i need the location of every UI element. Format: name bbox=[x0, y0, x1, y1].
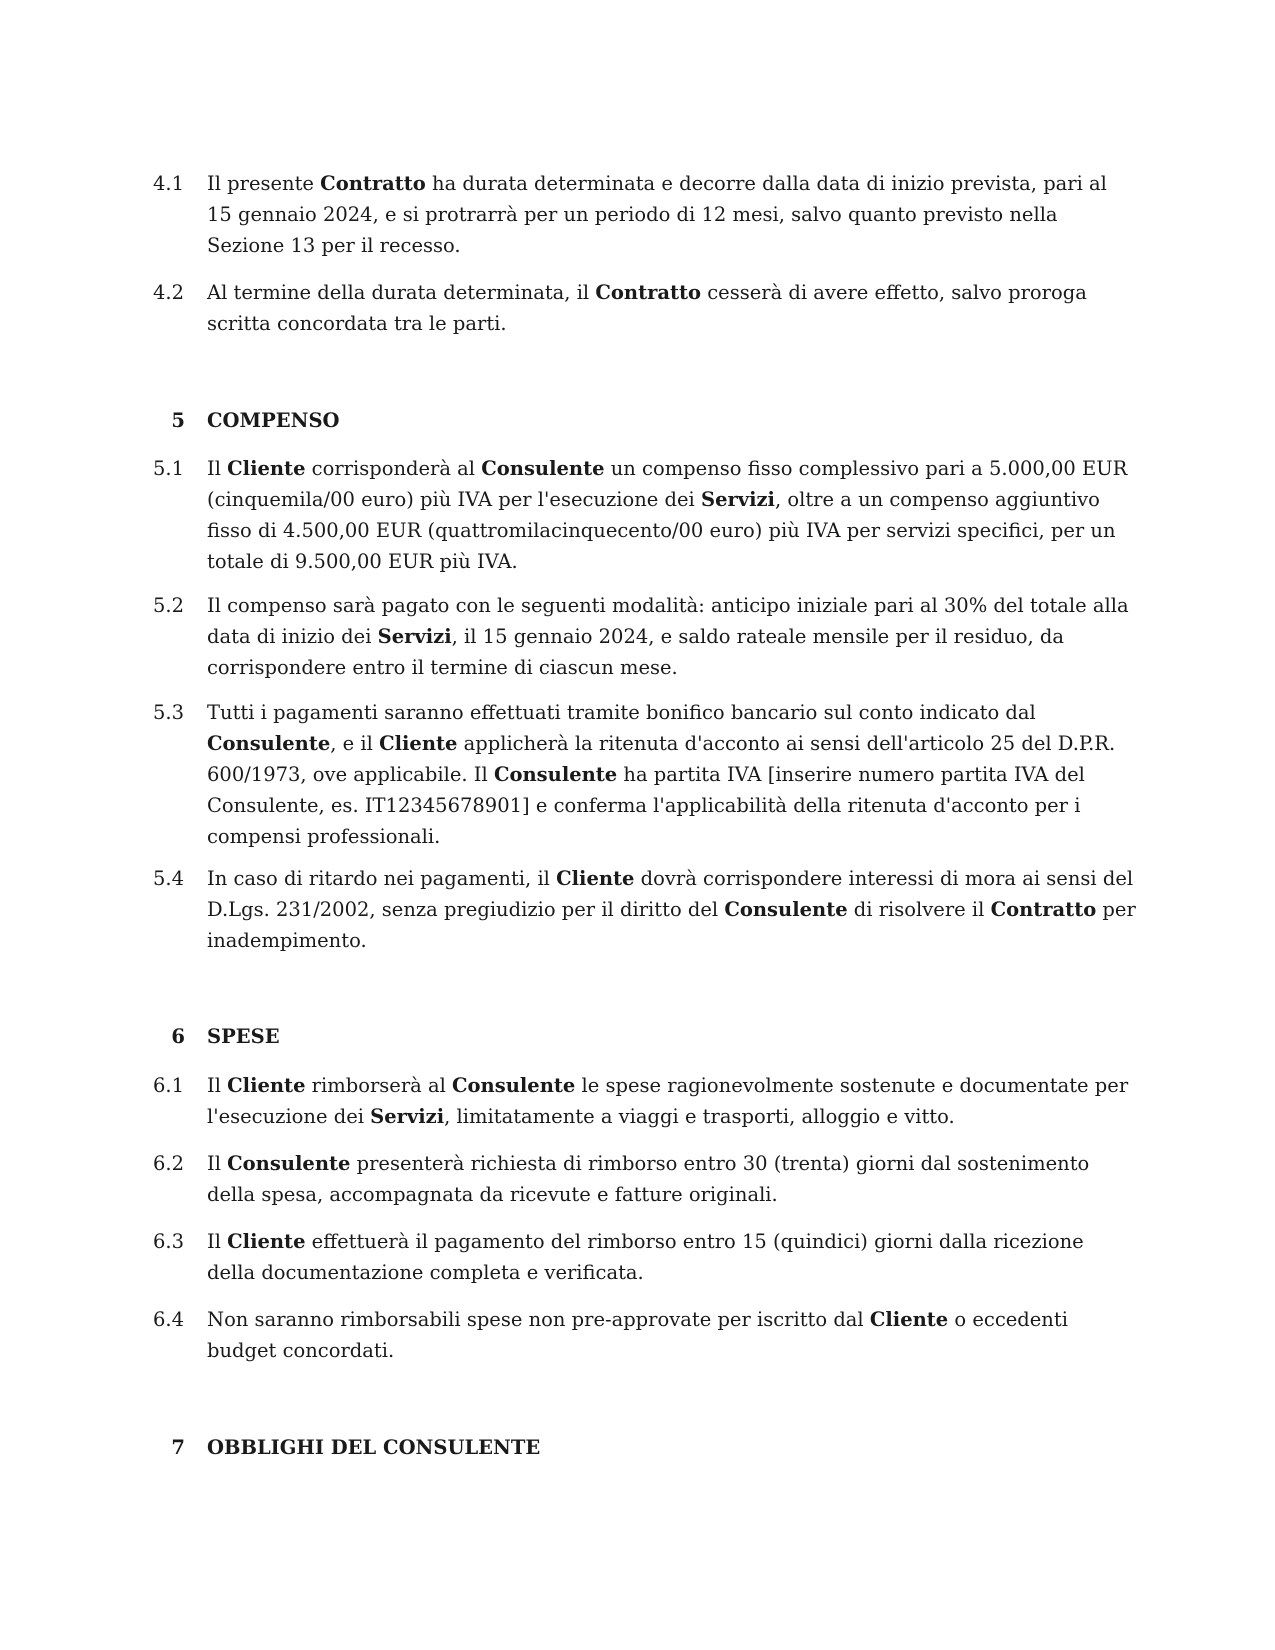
clause-text bbox=[207, 1148, 1137, 1210]
clause-number: 5.1 bbox=[153, 457, 185, 480]
defined-term: Consulente bbox=[493, 763, 618, 786]
text-run: Il bbox=[207, 457, 228, 480]
defined-term: Servizi bbox=[370, 1105, 445, 1128]
text-run: Il presente bbox=[207, 172, 321, 195]
text-run: Tutti i pagamenti saranno effettuati tramite bonifico bancario sul conto indicato dal bbox=[207, 701, 1036, 724]
clause-number: 5.2 bbox=[153, 594, 185, 617]
clause-text bbox=[207, 1304, 1137, 1366]
text-run: effettuerà il pagamento del rimborso entro 15 (quindici) giorni dalla ricezione della documentazione completa e verificata. bbox=[207, 1230, 1084, 1284]
section-title: OBBLIGHI DEL CONSULENTE bbox=[207, 1436, 541, 1459]
text-run: corrisponderà al bbox=[305, 457, 482, 480]
clause-number: 6.3 bbox=[153, 1230, 185, 1253]
defined-term: Servizi bbox=[377, 625, 452, 648]
text-run: , limitatamente a viaggi e trasporti, alloggio e vitto. bbox=[444, 1105, 955, 1128]
text-run: le spese ragionevolmente sostenute e documentate per l'esecuzione dei bbox=[207, 1074, 1129, 1128]
defined-term: Cliente bbox=[869, 1308, 949, 1331]
text-run: , oltre a un compenso aggiuntivo fisso di 4.500,00 EUR (quattromilacinquecento/00 euro) più IVA per servizi specifici, per un totale di 9.500,00 EUR più IVA. bbox=[207, 488, 1116, 573]
clause-text bbox=[207, 590, 1137, 683]
defined-term: Cliente bbox=[227, 1230, 306, 1253]
defined-term: Consulente bbox=[724, 898, 848, 921]
text-run: ha durata determinata e decorre dalla data di inizio prevista, pari al 15 gennaio 2024, e si protrarrà per un periodo di 12 mesi, salvo quanto previsto nella Sezione 13 per il recesso. bbox=[207, 172, 1107, 257]
section-number: 6 bbox=[171, 1025, 185, 1048]
text-run: Al termine della durata determinata, il bbox=[207, 281, 596, 304]
section-number: 5 bbox=[171, 409, 185, 432]
text-run: presenterà richiesta di rimborso entro 30 (trenta) giorni dal sostenimento della spesa, accompagnata da ricevute e fatture originali. bbox=[207, 1152, 1090, 1206]
clause-number: 4.2 bbox=[153, 281, 185, 304]
defined-term: Cliente bbox=[227, 457, 306, 480]
defined-term: Consulente bbox=[227, 1152, 351, 1175]
clause-number: 6.1 bbox=[153, 1074, 185, 1097]
defined-term: Contratto bbox=[595, 281, 702, 304]
clause-number: 4.1 bbox=[153, 172, 185, 195]
clause-number: 6.4 bbox=[153, 1308, 185, 1331]
clause-text bbox=[207, 453, 1137, 577]
defined-term: Cliente bbox=[556, 867, 635, 890]
clause-text bbox=[207, 1226, 1137, 1288]
defined-term: Consulente bbox=[207, 732, 331, 755]
clause-text bbox=[207, 863, 1137, 956]
clause-text bbox=[207, 697, 1137, 852]
defined-term: Cliente bbox=[379, 732, 458, 755]
clause-text bbox=[207, 277, 1137, 339]
text-run: , il 15 gennaio 2024, e saldo rateale mensile per il residuo, da corrispondere entro il termine di ciascun mese. bbox=[207, 625, 1065, 679]
clause-text bbox=[207, 1070, 1137, 1132]
text-run: rimborserà al bbox=[305, 1074, 453, 1097]
text-run: Non saranno rimborsabili spese non pre-approvate per iscritto dal bbox=[207, 1308, 870, 1331]
defined-term: Consulente bbox=[481, 457, 605, 480]
text-run: Il bbox=[207, 1152, 228, 1175]
clause-number: 6.2 bbox=[153, 1152, 185, 1175]
text-run: per inadempimento. bbox=[207, 898, 1136, 952]
text-run: cesserà di avere effetto, salvo proroga scritta concordata tra le parti. bbox=[207, 281, 1087, 335]
text-run: Il bbox=[207, 1230, 228, 1253]
section-number: 7 bbox=[171, 1436, 185, 1459]
defined-term: Consulente bbox=[452, 1074, 576, 1097]
text-run: Il bbox=[207, 1074, 228, 1097]
defined-term: Contratto bbox=[320, 172, 426, 195]
clause-number: 5.4 bbox=[153, 867, 185, 890]
clause-text bbox=[207, 168, 1137, 261]
defined-term: Servizi bbox=[700, 488, 775, 511]
defined-term: Cliente bbox=[227, 1074, 306, 1097]
text-run: di risolvere il bbox=[847, 898, 991, 921]
text-run: In caso di ritardo nei pagamenti, il bbox=[207, 867, 557, 890]
defined-term: Contratto bbox=[990, 898, 1097, 921]
text-run: un compenso fisso complessivo pari a 5.000,00 EUR (cinquemila/00 euro) più IVA per l'esecuzione dei bbox=[207, 457, 1128, 511]
text-run: Il compenso sarà pagato con le seguenti modalità: anticipo iniziale pari al 30% del totale alla data di inizio dei bbox=[207, 594, 1129, 648]
text-run: applicherà la ritenuta d'acconto ai sensi dell'articolo 25 del D.P.R. 600/1973, ove applicabile. Il bbox=[207, 732, 1116, 786]
section-title: SPESE bbox=[207, 1025, 280, 1048]
text-run: o eccedenti budget concordati. bbox=[207, 1308, 1068, 1362]
clause-number: 5.3 bbox=[153, 701, 185, 724]
text-run: dovrà corrispondere interessi di mora ai sensi del D.Lgs. 231/2002, senza pregiudizio per il diritto del bbox=[207, 867, 1134, 921]
text-run: , e il bbox=[330, 732, 380, 755]
section-title: COMPENSO bbox=[207, 409, 340, 432]
text-run: ha partita IVA [inserire numero partita IVA del Consulente, es. IT12345678901] e conferma l'applicabilità della ritenuta d'acconto per i compensi professionali. bbox=[207, 763, 1085, 848]
